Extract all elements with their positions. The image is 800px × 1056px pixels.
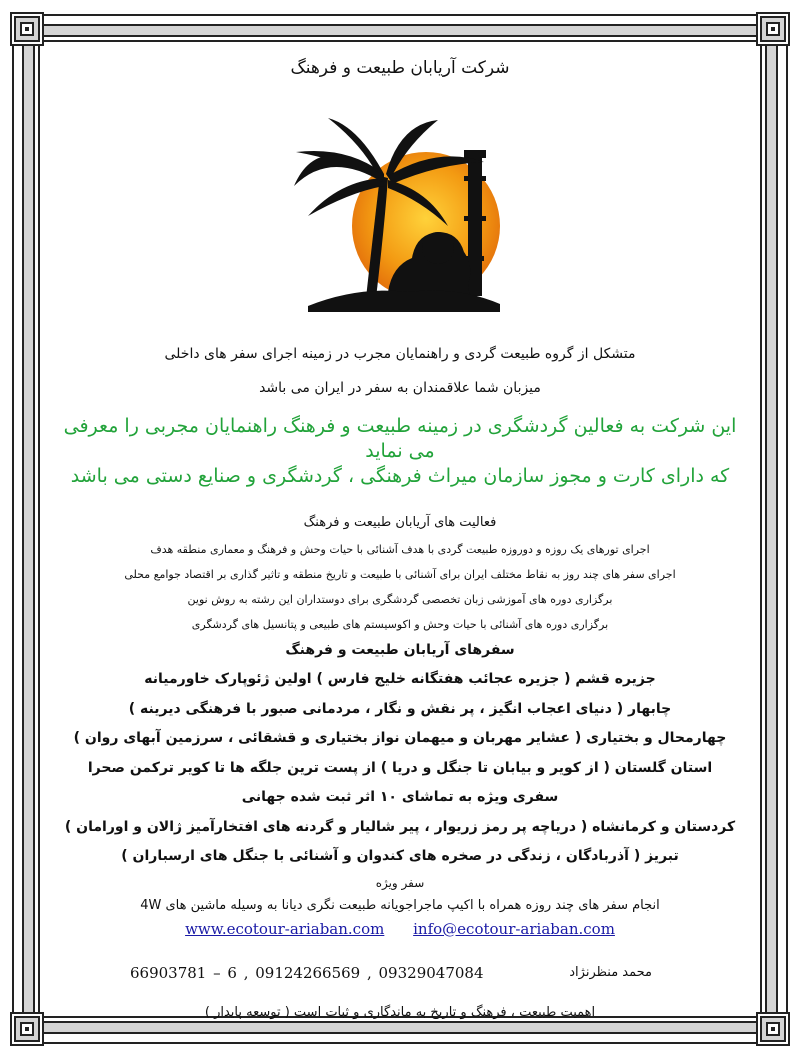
highlight-line-1: این شرکت به فعالین گردشگری در زمینه طبیعت و فرهنگ راهنمایان مجربی را معرفی می نماید [63,415,737,462]
corner-ornament-bottom-right [756,1012,790,1046]
logo-area [60,116,740,316]
email-link[interactable]: info@ecotour-ariaban.com [413,919,615,938]
trip-item: سفری ویژه به تماشای ۱۰ اثر ثبت شده جهانی [241,789,559,805]
intro-line-2: میزبان شما علاقمندان به سفر در ایران می باشد [259,380,541,396]
contact-row [60,960,740,986]
activities-title: فعالیت های آریابان طبیعت و فرهنگ [303,515,497,530]
activity-item: اجرای تورهای یک روزه و دوروزه طبیعت گردی با هدف آشنائی با حیات وحش و فرهنگ و معماری منطقه هدف [150,543,650,556]
highlight-line-2: که دارای کارت و مجوز سازمان میراث فرهنگی ، گردشگری و صنایع دستی می باشد [70,465,730,487]
corner-ornament-top-left [10,12,44,46]
special-trip-description: انجام سفر های چند روزه همراه با اکیپ ماجراجویانه طبیعت نگری دیانا به وسیله ماشین های 4W [140,897,660,913]
palm-lion-sun-logo [288,116,512,316]
activity-item: اجرای سفر های چند روز به نقاط مختلف ایران برای آشنائی با طبیعت و تاریخ منطقه و تاثیر گذاری بر اقتصاد جوامع محلی [124,568,676,581]
website-link[interactable]: www.ecotour-ariaban.com [185,919,385,938]
intro-line-1: متشکل از گروه طبیعت گردی و راهنمایان مجرب در زمینه اجرای سفر های داخلی [164,346,636,362]
activity-item: برگزاری دوره های آموزشی زبان تخصصی گردشگری برای دوستداران این رشته به روش نوین [187,593,613,606]
trip-item: استان گلستان ( از کویر و بیابان تا جنگل و دریا ) از پست ترین جلگه ها تا کویر ترکمن صحرا [87,759,713,776]
activity-item: برگزاری دوره های آشنائی با حیات وحش و اکوسیستم های طبیعی و پتانسیل های گردشگری [191,618,609,631]
trip-item: جزیره قشم ( جزیره عجائب هفتگانه خلیج فارس ) اولین ژئوپارک خاورمیانه [144,671,656,687]
trip-item: چهارمحال و بختیاری ( عشایر مهربان و میهمان نواز بختیاری و قشقائی ، سرزمین آبهای روان ) [73,730,727,746]
special-trip-title: سفر ویژه [375,875,425,890]
trips-title: سفرهای آریابان طبیعت و فرهنگ [285,642,515,658]
motto-line: اهمیت طبیعت ، فرهنگ و تاریخ به ماندگاری و ثبات است ( توسعه پایدار ) [204,1004,596,1020]
activities-list [60,537,740,637]
trips-list [60,665,740,872]
company-title: شرکت آریابان طبیعت و فرهنگ [290,58,510,78]
trip-item: چابهار ( دنیای اعجاب انگیز ، پر نقش و نگار ، مردمانی صبور با فرهنگی دیرینه ) [128,700,672,717]
trip-item: کردستان و کرمانشاه ( دریاچه پر رمز زریوار ، پیر شالیار و گردنه های افتخارآمیز ژالان و اورامان ) [64,818,736,835]
phone-numbers: 66903781 – 6 , 09124266569 , 09329047084 [130,963,484,982]
links-row [60,918,740,940]
corner-ornament-top-right [756,12,790,46]
corner-ornament-bottom-left [10,1012,44,1046]
document-body [60,48,740,1024]
trip-item: تبریز ( آذربادگان ، زندگی در صخره های کندوان و آشنائی با جنگل های ارسباران ) [121,848,679,864]
contact-person: محمد منظرنژاد [569,964,652,980]
